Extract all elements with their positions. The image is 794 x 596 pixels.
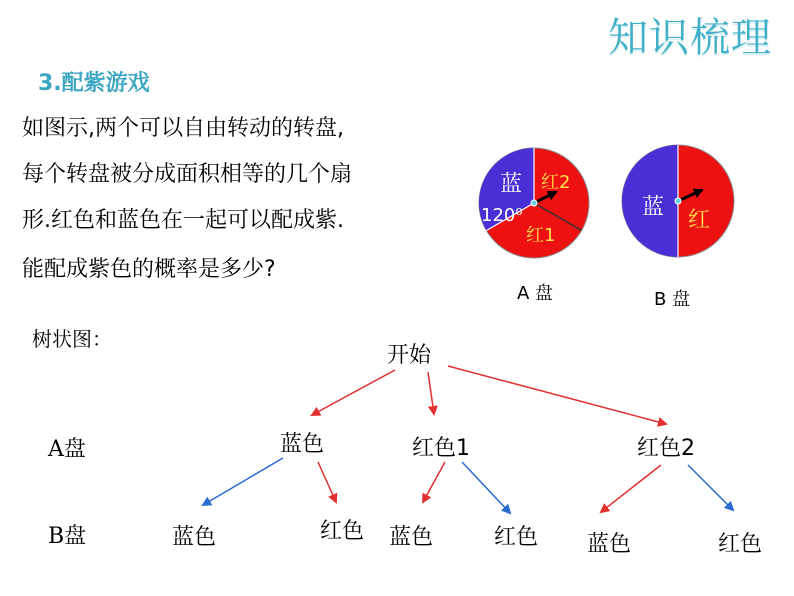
tree-arrow-root-red2 <box>448 366 666 424</box>
level-label-b: B盘 <box>48 524 87 549</box>
spinner-a-red1-label: 红1 <box>526 225 556 246</box>
tree-node-l1-red1: 红色1 <box>412 436 470 461</box>
spinner-b-red-label: 红 <box>688 208 711 233</box>
spinner-a-blue-label: 蓝 <box>500 172 523 197</box>
section-title: 3.配紫游戏 <box>38 71 150 96</box>
spinner-b-hub <box>675 198 681 204</box>
tree-node-l2-1: 蓝色 <box>172 525 217 550</box>
problem-line-1: 如图示,两个可以自由转动的转盘, <box>22 116 344 141</box>
tree-arrow-blue-red <box>318 462 336 502</box>
spinner-b-blue-label: 蓝 <box>642 195 665 220</box>
tree-arrow-red1-blue <box>423 462 445 502</box>
spinner-a-hub <box>531 200 537 206</box>
tree-node-l2-4: 红色 <box>494 525 539 550</box>
level-label-a: A盘 <box>48 437 86 462</box>
tree-arrow-red2-red <box>688 465 733 510</box>
tree-arrow-root-red1 <box>428 372 434 414</box>
tree-arrow-red1-red <box>462 462 510 513</box>
problem-line-4: 能配成紫色的概率是多少? <box>22 257 276 282</box>
spinner-a-angle-label: 120⁰ <box>481 205 523 226</box>
tree-node-l2-2: 红色 <box>320 519 365 544</box>
tree-node-l2-3: 蓝色 <box>389 525 434 550</box>
tree-arrow-red2-blue <box>601 465 661 512</box>
tree-node-l2-5: 蓝色 <box>587 532 632 557</box>
tree-node-l2-6: 红色 <box>718 532 763 557</box>
spinner-b[interactable] <box>622 145 734 257</box>
tree-node-l1-blue: 蓝色 <box>280 432 325 457</box>
spinner-a-red2-label: 红2 <box>541 172 571 193</box>
spinner-a-caption: A 盘 <box>517 283 554 304</box>
tree-arrow-blue-blue <box>203 458 283 505</box>
tree-node-l1-red2: 红色2 <box>637 436 695 461</box>
spinner-b-caption: B 盘 <box>654 289 691 310</box>
problem-line-3: 形.红色和蓝色在一起可以配成紫. <box>22 208 344 233</box>
tree-node-root: 开始 <box>387 343 432 368</box>
header-title: 知识梳理 <box>608 15 772 61</box>
tree-label: 树状图： <box>32 327 112 351</box>
problem-line-2: 每个转盘被分成面积相等的几个扇 <box>22 162 353 187</box>
tree-arrow-root-blue <box>312 370 395 415</box>
